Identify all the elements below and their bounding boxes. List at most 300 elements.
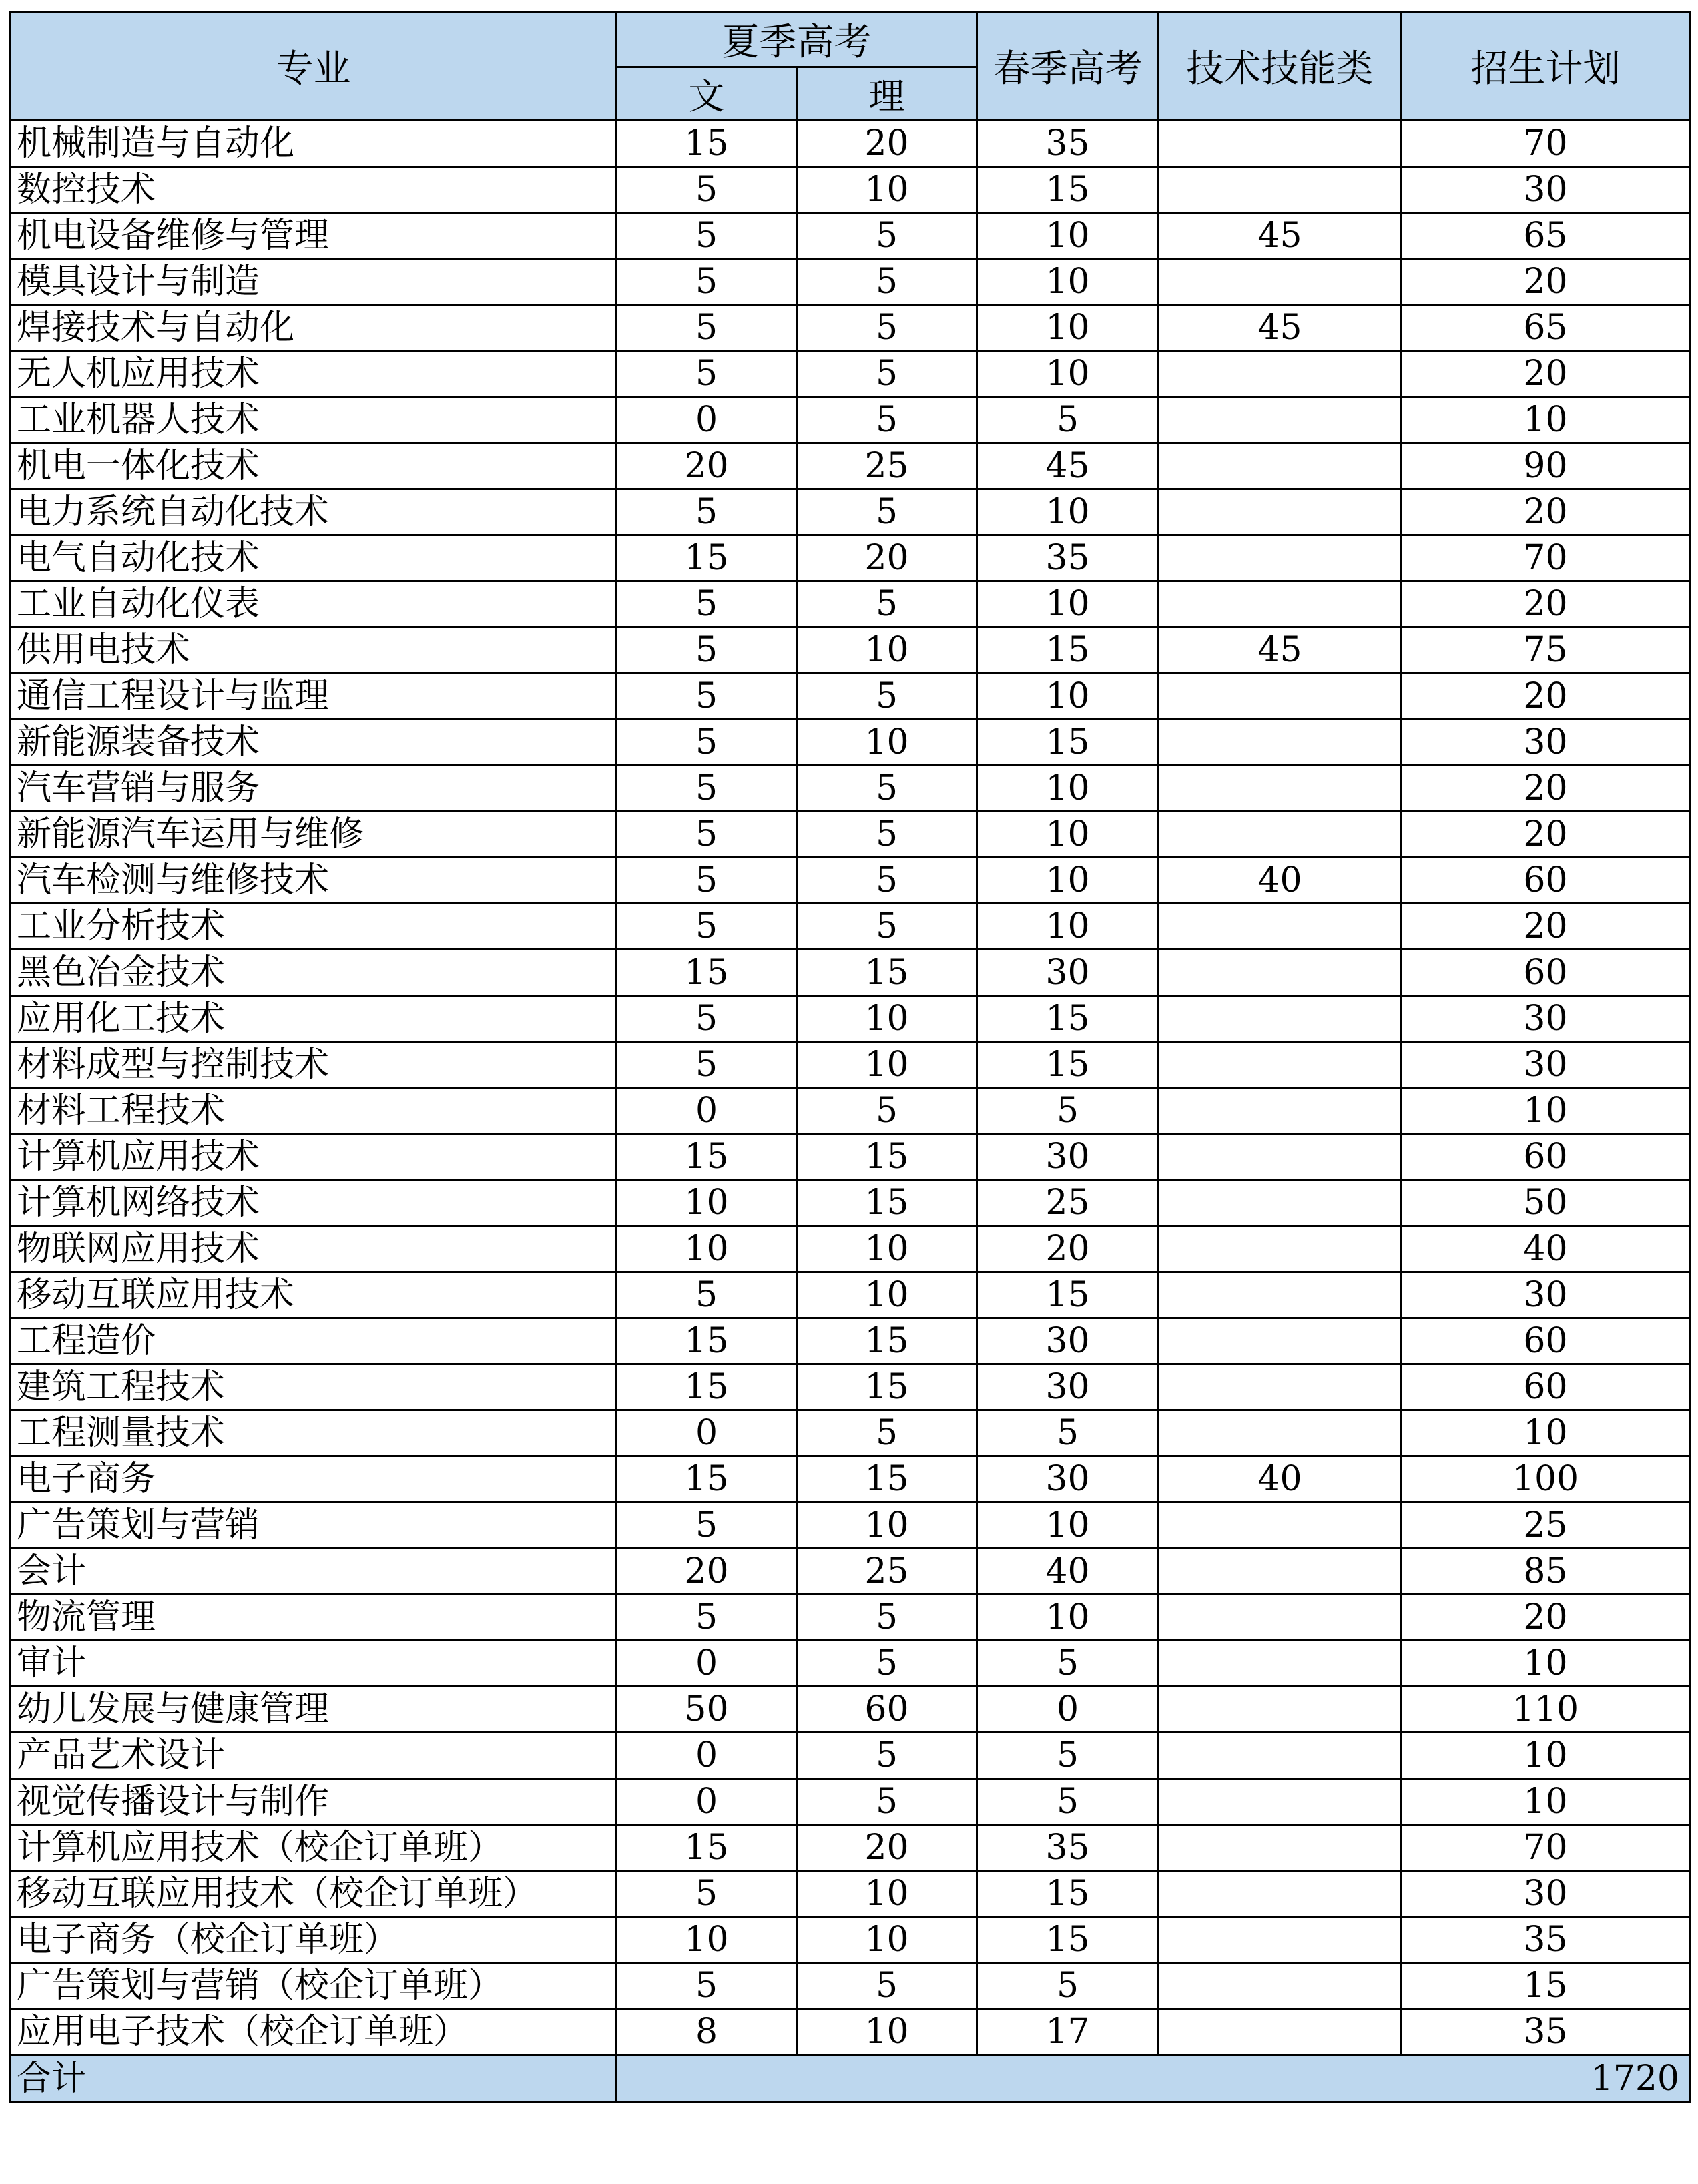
major-name-cell: 供用电技术 <box>11 627 617 673</box>
summer-science-cell: 15 <box>797 1318 977 1364</box>
summer-arts-cell: 5 <box>617 351 797 397</box>
skills-cell <box>1159 1318 1402 1364</box>
skills-cell <box>1159 1364 1402 1410</box>
spring-exam-cell: 25 <box>977 1180 1159 1226</box>
summer-science-cell: 5 <box>797 351 977 397</box>
major-name-cell: 移动互联应用技术（校企订单班） <box>11 1871 617 1917</box>
summer-arts-cell: 5 <box>617 1503 797 1549</box>
summer-arts-cell: 0 <box>617 1088 797 1134</box>
summer-arts-cell: 5 <box>617 1963 797 2009</box>
summer-arts-cell: 5 <box>617 1042 797 1088</box>
skills-cell <box>1159 535 1402 581</box>
summer-science-cell: 5 <box>797 858 977 904</box>
major-name-cell: 电子商务（校企订单班） <box>11 1917 617 1963</box>
spring-exam-cell: 10 <box>977 351 1159 397</box>
skills-cell <box>1159 720 1402 766</box>
summer-science-cell: 5 <box>797 766 977 812</box>
header-skills: 技术技能类 <box>1159 12 1402 121</box>
skills-cell: 45 <box>1159 627 1402 673</box>
summer-arts-cell: 5 <box>617 213 797 259</box>
spring-exam-cell: 15 <box>977 996 1159 1042</box>
major-name-cell: 计算机应用技术 <box>11 1134 617 1180</box>
summer-arts-cell: 5 <box>617 581 797 627</box>
table-row <box>11 1733 1690 1779</box>
table-row <box>11 766 1690 812</box>
skills-cell <box>1159 1503 1402 1549</box>
table-row <box>11 1364 1690 1410</box>
spring-exam-cell: 30 <box>977 1456 1159 1503</box>
summer-science-cell: 5 <box>797 1733 977 1779</box>
skills-cell <box>1159 1963 1402 2009</box>
major-name-cell: 幼儿发展与健康管理 <box>11 1687 617 1733</box>
spring-exam-cell: 10 <box>977 858 1159 904</box>
spring-exam-cell: 15 <box>977 167 1159 213</box>
table-row <box>11 1042 1690 1088</box>
summer-arts-cell: 15 <box>617 1825 797 1871</box>
major-name-cell: 汽车检测与维修技术 <box>11 858 617 904</box>
total-value: 1720 <box>617 2055 1690 2103</box>
plan-cell: 110 <box>1402 1687 1690 1733</box>
plan-cell: 20 <box>1402 1595 1690 1641</box>
table-row <box>11 489 1690 535</box>
table-row <box>11 1088 1690 1134</box>
skills-cell <box>1159 581 1402 627</box>
summer-science-cell: 5 <box>797 1779 977 1825</box>
summer-arts-cell: 10 <box>617 1226 797 1272</box>
plan-cell: 35 <box>1402 1917 1690 1963</box>
skills-cell <box>1159 1825 1402 1871</box>
spring-exam-cell: 10 <box>977 489 1159 535</box>
summer-science-cell: 5 <box>797 213 977 259</box>
skills-cell <box>1159 766 1402 812</box>
plan-cell: 10 <box>1402 1410 1690 1456</box>
plan-cell: 10 <box>1402 1733 1690 1779</box>
spring-exam-cell: 0 <box>977 1687 1159 1733</box>
major-name-cell: 机械制造与自动化 <box>11 121 617 167</box>
total-label: 合计 <box>11 2055 617 2103</box>
skills-cell <box>1159 1088 1402 1134</box>
plan-cell: 20 <box>1402 351 1690 397</box>
skills-cell <box>1159 1641 1402 1687</box>
major-name-cell: 计算机网络技术 <box>11 1180 617 1226</box>
plan-cell: 10 <box>1402 1779 1690 1825</box>
major-name-cell: 无人机应用技术 <box>11 351 617 397</box>
plan-cell: 35 <box>1402 2009 1690 2055</box>
plan-cell: 50 <box>1402 1180 1690 1226</box>
summer-science-cell: 25 <box>797 443 977 489</box>
major-name-cell: 新能源装备技术 <box>11 720 617 766</box>
table-row <box>11 351 1690 397</box>
summer-arts-cell: 15 <box>617 121 797 167</box>
table-header <box>11 12 1690 121</box>
table-row <box>11 1549 1690 1595</box>
spring-exam-cell: 10 <box>977 812 1159 858</box>
plan-cell: 30 <box>1402 720 1690 766</box>
plan-cell: 70 <box>1402 535 1690 581</box>
summer-arts-cell: 5 <box>617 1871 797 1917</box>
spring-exam-cell: 5 <box>977 1088 1159 1134</box>
major-name-cell: 黑色冶金技术 <box>11 950 617 996</box>
plan-cell: 20 <box>1402 904 1690 950</box>
plan-cell: 70 <box>1402 121 1690 167</box>
major-name-cell: 机电一体化技术 <box>11 443 617 489</box>
summer-science-cell: 10 <box>797 996 977 1042</box>
summer-arts-cell: 50 <box>617 1687 797 1733</box>
spring-exam-cell: 10 <box>977 766 1159 812</box>
plan-cell: 10 <box>1402 397 1690 443</box>
major-name-cell: 移动互联应用技术 <box>11 1272 617 1318</box>
summer-science-cell: 5 <box>797 581 977 627</box>
summer-arts-cell: 10 <box>617 1180 797 1226</box>
summer-arts-cell: 15 <box>617 1456 797 1503</box>
summer-arts-cell: 15 <box>617 1318 797 1364</box>
summer-arts-cell: 5 <box>617 1272 797 1318</box>
table-row <box>11 1503 1690 1549</box>
spring-exam-cell: 30 <box>977 1134 1159 1180</box>
skills-cell: 45 <box>1159 305 1402 351</box>
skills-cell <box>1159 1871 1402 1917</box>
major-name-cell: 产品艺术设计 <box>11 1733 617 1779</box>
major-name-cell: 电气自动化技术 <box>11 535 617 581</box>
summer-arts-cell: 0 <box>617 397 797 443</box>
summer-science-cell: 10 <box>797 2009 977 2055</box>
major-name-cell: 物流管理 <box>11 1595 617 1641</box>
spring-exam-cell: 30 <box>977 1364 1159 1410</box>
spring-exam-cell: 15 <box>977 627 1159 673</box>
table-row <box>11 858 1690 904</box>
summer-science-cell: 15 <box>797 1134 977 1180</box>
plan-cell: 60 <box>1402 1364 1690 1410</box>
plan-cell: 90 <box>1402 443 1690 489</box>
spring-exam-cell: 10 <box>977 305 1159 351</box>
summer-arts-cell: 15 <box>617 535 797 581</box>
table-row <box>11 397 1690 443</box>
summer-science-cell: 10 <box>797 627 977 673</box>
major-name-cell: 工业机器人技术 <box>11 397 617 443</box>
plan-cell: 30 <box>1402 1272 1690 1318</box>
summer-science-cell: 60 <box>797 1687 977 1733</box>
spring-exam-cell: 10 <box>977 581 1159 627</box>
summer-arts-cell: 20 <box>617 443 797 489</box>
spring-exam-cell: 45 <box>977 443 1159 489</box>
table-row <box>11 1779 1690 1825</box>
spring-exam-cell: 10 <box>977 259 1159 305</box>
summer-science-cell: 5 <box>797 305 977 351</box>
table-row <box>11 1825 1690 1871</box>
skills-cell <box>1159 1917 1402 1963</box>
major-name-cell: 数控技术 <box>11 167 617 213</box>
major-name-cell: 广告策划与营销（校企订单班） <box>11 1963 617 2009</box>
table-footer <box>11 2055 1690 2103</box>
summer-science-cell: 20 <box>797 121 977 167</box>
summer-arts-cell: 15 <box>617 1134 797 1180</box>
plan-cell: 15 <box>1402 1963 1690 2009</box>
header-summer-exam: 夏季高考 <box>617 12 977 67</box>
table-row <box>11 1134 1690 1180</box>
summer-science-cell: 5 <box>797 673 977 720</box>
table-row <box>11 720 1690 766</box>
spring-exam-cell: 15 <box>977 1871 1159 1917</box>
summer-science-cell: 5 <box>797 489 977 535</box>
table-row <box>11 812 1690 858</box>
plan-cell: 25 <box>1402 1503 1690 1549</box>
table-row <box>11 1871 1690 1917</box>
major-name-cell: 材料工程技术 <box>11 1088 617 1134</box>
plan-cell: 30 <box>1402 1042 1690 1088</box>
skills-cell: 45 <box>1159 213 1402 259</box>
summer-science-cell: 5 <box>797 1410 977 1456</box>
skills-cell <box>1159 673 1402 720</box>
summer-science-cell: 5 <box>797 1595 977 1641</box>
plan-cell: 10 <box>1402 1641 1690 1687</box>
skills-cell <box>1159 996 1402 1042</box>
table-body <box>11 121 1690 2055</box>
skills-cell <box>1159 1134 1402 1180</box>
table-row <box>11 1180 1690 1226</box>
table-row <box>11 950 1690 996</box>
table-row <box>11 305 1690 351</box>
skills-cell <box>1159 1180 1402 1226</box>
table-row <box>11 259 1690 305</box>
major-name-cell: 建筑工程技术 <box>11 1364 617 1410</box>
table-row <box>11 1318 1690 1364</box>
summer-science-cell: 5 <box>797 812 977 858</box>
skills-cell: 40 <box>1159 858 1402 904</box>
summer-science-cell: 20 <box>797 1825 977 1871</box>
major-name-cell: 电子商务 <box>11 1456 617 1503</box>
major-name-cell: 审计 <box>11 1641 617 1687</box>
summer-arts-cell: 5 <box>617 259 797 305</box>
skills-cell <box>1159 1733 1402 1779</box>
table-row <box>11 1963 1690 2009</box>
plan-cell: 10 <box>1402 1088 1690 1134</box>
plan-cell: 65 <box>1402 305 1690 351</box>
major-name-cell: 视觉传播设计与制作 <box>11 1779 617 1825</box>
skills-cell <box>1159 950 1402 996</box>
spring-exam-cell: 5 <box>977 1410 1159 1456</box>
plan-cell: 60 <box>1402 950 1690 996</box>
skills-cell <box>1159 1687 1402 1733</box>
summer-arts-cell: 20 <box>617 1549 797 1595</box>
summer-arts-cell: 5 <box>617 996 797 1042</box>
spring-exam-cell: 15 <box>977 720 1159 766</box>
skills-cell <box>1159 1549 1402 1595</box>
spring-exam-cell: 10 <box>977 1595 1159 1641</box>
summer-arts-cell: 5 <box>617 627 797 673</box>
plan-cell: 65 <box>1402 213 1690 259</box>
summer-science-cell: 10 <box>797 1272 977 1318</box>
summer-science-cell: 10 <box>797 1871 977 1917</box>
summer-science-cell: 15 <box>797 950 977 996</box>
major-name-cell: 工程测量技术 <box>11 1410 617 1456</box>
enrollment-plan-table <box>9 11 1691 2103</box>
major-name-cell: 工业自动化仪表 <box>11 581 617 627</box>
summer-science-cell: 5 <box>797 1088 977 1134</box>
table-row <box>11 673 1690 720</box>
spring-exam-cell: 15 <box>977 1272 1159 1318</box>
spring-exam-cell: 10 <box>977 904 1159 950</box>
table-row <box>11 996 1690 1042</box>
table-row <box>11 443 1690 489</box>
plan-cell: 60 <box>1402 858 1690 904</box>
major-name-cell: 应用化工技术 <box>11 996 617 1042</box>
spring-exam-cell: 35 <box>977 535 1159 581</box>
table-row <box>11 167 1690 213</box>
summer-science-cell: 10 <box>797 1042 977 1088</box>
major-name-cell: 通信工程设计与监理 <box>11 673 617 720</box>
major-name-cell: 物联网应用技术 <box>11 1226 617 1272</box>
spring-exam-cell: 5 <box>977 1963 1159 2009</box>
spring-exam-cell: 30 <box>977 950 1159 996</box>
major-name-cell: 会计 <box>11 1549 617 1595</box>
table-row <box>11 1595 1690 1641</box>
plan-cell: 20 <box>1402 581 1690 627</box>
major-name-cell: 应用电子技术（校企订单班） <box>11 2009 617 2055</box>
major-name-cell: 模具设计与制造 <box>11 259 617 305</box>
table-row <box>11 535 1690 581</box>
spring-exam-cell: 10 <box>977 1503 1159 1549</box>
summer-science-cell: 10 <box>797 167 977 213</box>
header-science: 理 <box>797 67 977 121</box>
spring-exam-cell: 40 <box>977 1549 1159 1595</box>
summer-science-cell: 25 <box>797 1549 977 1595</box>
major-name-cell: 机电设备维修与管理 <box>11 213 617 259</box>
skills-cell <box>1159 1410 1402 1456</box>
spring-exam-cell: 17 <box>977 2009 1159 2055</box>
plan-cell: 70 <box>1402 1825 1690 1871</box>
plan-cell: 20 <box>1402 812 1690 858</box>
header-spring-exam: 春季高考 <box>977 12 1159 121</box>
summer-science-cell: 5 <box>797 904 977 950</box>
summer-arts-cell: 5 <box>617 904 797 950</box>
major-name-cell: 电力系统自动化技术 <box>11 489 617 535</box>
total-row <box>11 2055 1690 2103</box>
spring-exam-cell: 35 <box>977 1825 1159 1871</box>
summer-science-cell: 10 <box>797 1917 977 1963</box>
table-row <box>11 904 1690 950</box>
plan-cell: 40 <box>1402 1226 1690 1272</box>
summer-science-cell: 10 <box>797 1226 977 1272</box>
summer-science-cell: 5 <box>797 1963 977 2009</box>
table-row <box>11 1410 1690 1456</box>
summer-science-cell: 5 <box>797 1641 977 1687</box>
spring-exam-cell: 10 <box>977 213 1159 259</box>
table-row <box>11 627 1690 673</box>
plan-cell: 60 <box>1402 1318 1690 1364</box>
header-plan: 招生计划 <box>1402 12 1690 121</box>
skills-cell <box>1159 1042 1402 1088</box>
summer-arts-cell: 0 <box>617 1641 797 1687</box>
table-row <box>11 121 1690 167</box>
summer-arts-cell: 15 <box>617 950 797 996</box>
major-name-cell: 工程造价 <box>11 1318 617 1364</box>
skills-cell <box>1159 121 1402 167</box>
plan-cell: 20 <box>1402 673 1690 720</box>
summer-arts-cell: 0 <box>617 1779 797 1825</box>
summer-science-cell: 15 <box>797 1456 977 1503</box>
table-row <box>11 1456 1690 1503</box>
summer-science-cell: 15 <box>797 1364 977 1410</box>
plan-cell: 30 <box>1402 996 1690 1042</box>
major-name-cell: 计算机应用技术（校企订单班） <box>11 1825 617 1871</box>
summer-arts-cell: 8 <box>617 2009 797 2055</box>
major-name-cell: 新能源汽车运用与维修 <box>11 812 617 858</box>
plan-cell: 20 <box>1402 259 1690 305</box>
skills-cell <box>1159 2009 1402 2055</box>
spring-exam-cell: 15 <box>977 1042 1159 1088</box>
summer-science-cell: 5 <box>797 259 977 305</box>
summer-science-cell: 15 <box>797 1180 977 1226</box>
summer-arts-cell: 10 <box>617 1917 797 1963</box>
spring-exam-cell: 5 <box>977 1641 1159 1687</box>
table-row <box>11 1641 1690 1687</box>
skills-cell: 40 <box>1159 1456 1402 1503</box>
major-name-cell: 广告策划与营销 <box>11 1503 617 1549</box>
spring-exam-cell: 5 <box>977 1733 1159 1779</box>
summer-science-cell: 10 <box>797 720 977 766</box>
plan-cell: 60 <box>1402 1134 1690 1180</box>
skills-cell <box>1159 489 1402 535</box>
skills-cell <box>1159 904 1402 950</box>
plan-cell: 20 <box>1402 766 1690 812</box>
plan-cell: 30 <box>1402 1871 1690 1917</box>
spring-exam-cell: 15 <box>977 1917 1159 1963</box>
skills-cell <box>1159 1595 1402 1641</box>
table-row <box>11 2009 1690 2055</box>
skills-cell <box>1159 443 1402 489</box>
major-name-cell: 工业分析技术 <box>11 904 617 950</box>
major-name-cell: 汽车营销与服务 <box>11 766 617 812</box>
spring-exam-cell: 5 <box>977 397 1159 443</box>
summer-science-cell: 5 <box>797 397 977 443</box>
table-row <box>11 1687 1690 1733</box>
header-arts: 文 <box>617 67 797 121</box>
skills-cell <box>1159 397 1402 443</box>
summer-arts-cell: 5 <box>617 305 797 351</box>
summer-arts-cell: 5 <box>617 812 797 858</box>
skills-cell <box>1159 351 1402 397</box>
table-row <box>11 581 1690 627</box>
summer-arts-cell: 5 <box>617 1595 797 1641</box>
skills-cell <box>1159 259 1402 305</box>
skills-cell <box>1159 1272 1402 1318</box>
spring-exam-cell: 5 <box>977 1779 1159 1825</box>
plan-cell: 75 <box>1402 627 1690 673</box>
summer-arts-cell: 5 <box>617 720 797 766</box>
major-name-cell: 材料成型与控制技术 <box>11 1042 617 1088</box>
plan-cell: 20 <box>1402 489 1690 535</box>
table-row <box>11 1917 1690 1963</box>
summer-arts-cell: 0 <box>617 1733 797 1779</box>
spring-exam-cell: 30 <box>977 1318 1159 1364</box>
summer-arts-cell: 5 <box>617 858 797 904</box>
skills-cell <box>1159 1779 1402 1825</box>
table-row <box>11 1226 1690 1272</box>
skills-cell <box>1159 1226 1402 1272</box>
spring-exam-cell: 10 <box>977 673 1159 720</box>
plan-cell: 100 <box>1402 1456 1690 1503</box>
spring-exam-cell: 35 <box>977 121 1159 167</box>
major-name-cell: 焊接技术与自动化 <box>11 305 617 351</box>
summer-arts-cell: 0 <box>617 1410 797 1456</box>
plan-cell: 85 <box>1402 1549 1690 1595</box>
table-row <box>11 213 1690 259</box>
summer-science-cell: 10 <box>797 1503 977 1549</box>
summer-arts-cell: 5 <box>617 489 797 535</box>
spring-exam-cell: 20 <box>977 1226 1159 1272</box>
skills-cell <box>1159 812 1402 858</box>
summer-arts-cell: 5 <box>617 766 797 812</box>
